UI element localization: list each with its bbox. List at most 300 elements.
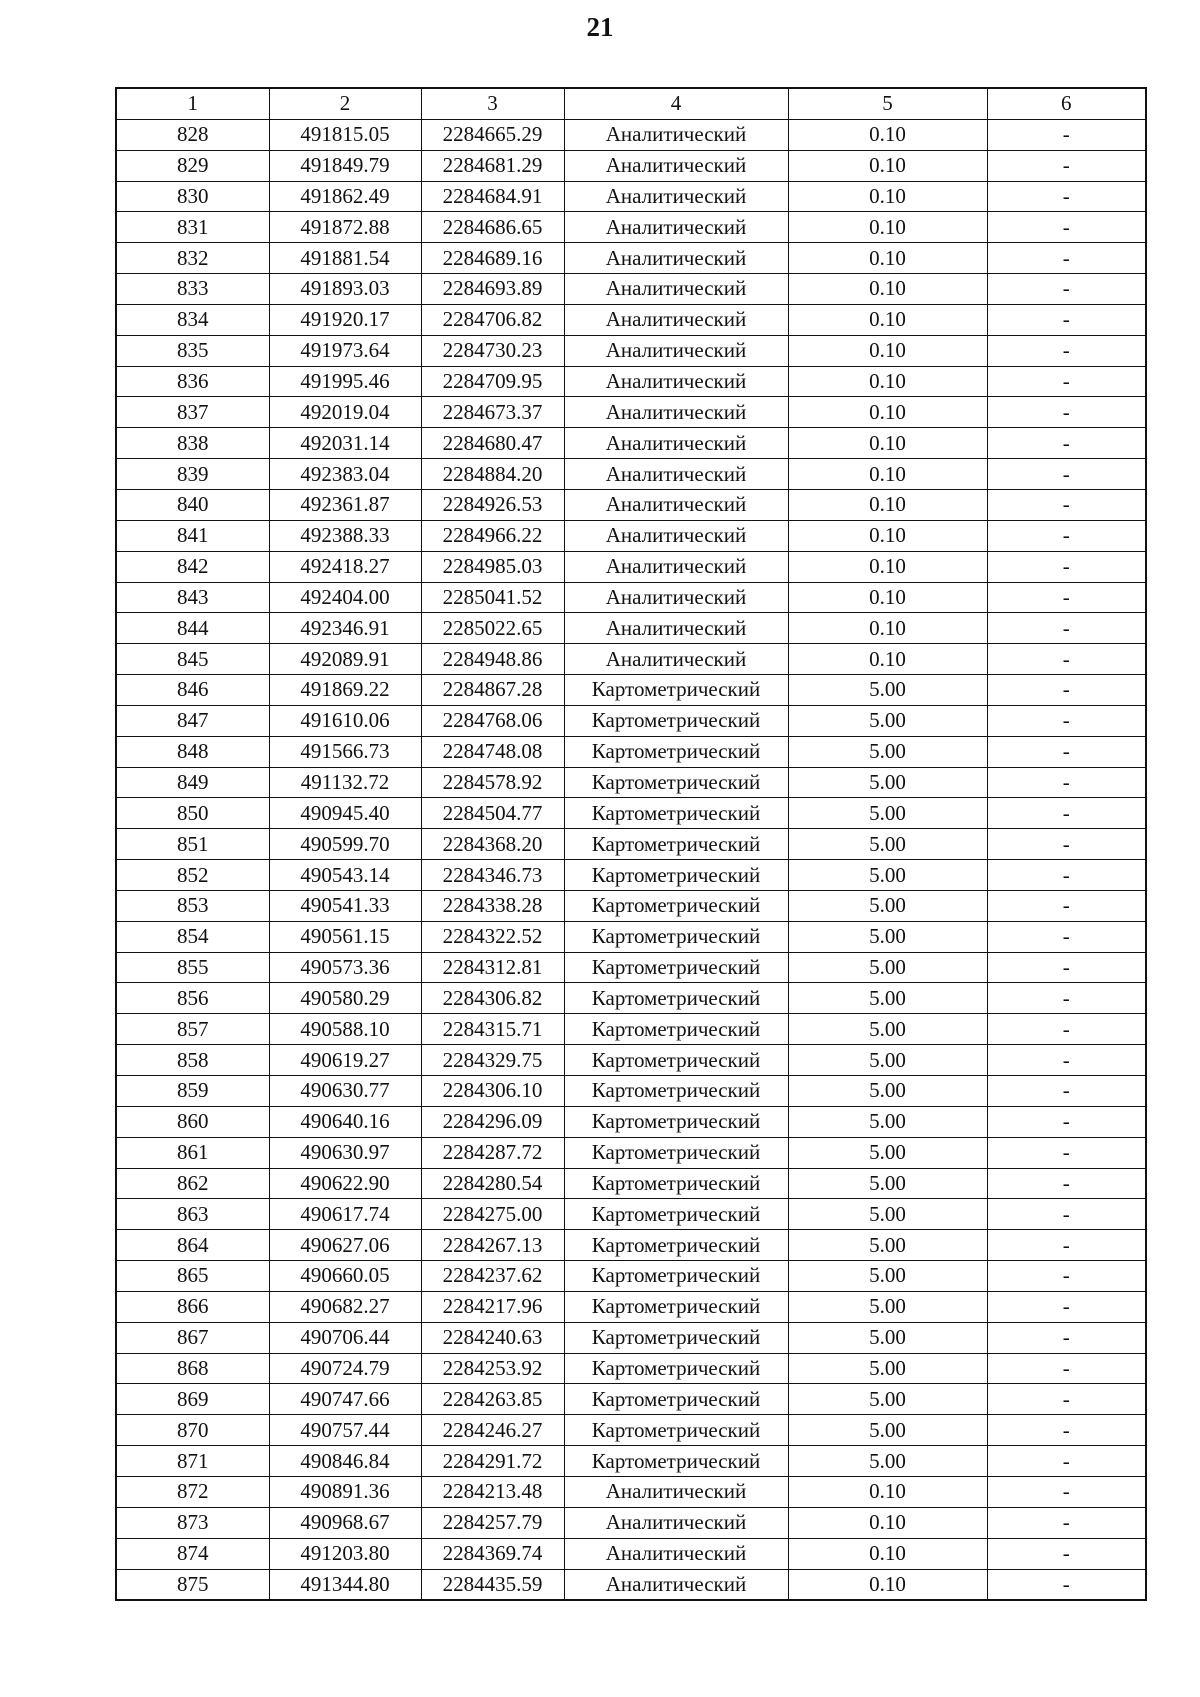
point-number-cell: 834 [116, 304, 269, 335]
x-coordinate-cell: 491872.88 [269, 212, 421, 243]
table-row [116, 150, 1146, 181]
accuracy-cell: 0.10 [788, 212, 987, 243]
x-coordinate-cell: 492404.00 [269, 582, 421, 613]
accuracy-cell: 0.10 [788, 613, 987, 644]
x-coordinate-cell: 490640.16 [269, 1106, 421, 1137]
method-cell: Аналитический [564, 551, 788, 582]
method-cell: Аналитический [564, 428, 788, 459]
y-coordinate-cell: 2284948.86 [421, 644, 564, 675]
accuracy-cell: 0.10 [788, 335, 987, 366]
x-coordinate-cell: 490543.14 [269, 860, 421, 891]
y-coordinate-cell: 2284306.82 [421, 983, 564, 1014]
x-coordinate-cell: 490627.06 [269, 1230, 421, 1261]
method-cell: Аналитический [564, 366, 788, 397]
accuracy-cell: 5.00 [788, 860, 987, 891]
table-row [116, 459, 1146, 490]
x-coordinate-cell: 490617.74 [269, 1199, 421, 1230]
point-number-cell: 864 [116, 1230, 269, 1261]
accuracy-cell: 0.10 [788, 304, 987, 335]
table-row [116, 119, 1146, 150]
x-coordinate-cell: 490622.90 [269, 1168, 421, 1199]
method-cell: Аналитический [564, 582, 788, 613]
table-row [116, 1415, 1146, 1446]
accuracy-cell: 5.00 [788, 1322, 987, 1353]
y-coordinate-cell: 2284867.28 [421, 675, 564, 706]
method-cell: Картометрический [564, 1322, 788, 1353]
description-cell: - [987, 952, 1146, 983]
y-coordinate-cell: 2285041.52 [421, 582, 564, 613]
method-cell: Картометрический [564, 1199, 788, 1230]
accuracy-cell: 5.00 [788, 1106, 987, 1137]
method-cell: Аналитический [564, 119, 788, 150]
y-coordinate-cell: 2284926.53 [421, 489, 564, 520]
method-cell: Картометрический [564, 1014, 788, 1045]
description-cell: - [987, 489, 1146, 520]
point-number-cell: 833 [116, 274, 269, 305]
table-row [116, 860, 1146, 891]
description-cell: - [987, 1322, 1146, 1353]
method-cell: Картометрический [564, 1137, 788, 1168]
method-cell: Картометрический [564, 705, 788, 736]
table-row [116, 1045, 1146, 1076]
table-row [116, 1076, 1146, 1107]
table-row [116, 1168, 1146, 1199]
x-coordinate-cell: 491344.80 [269, 1569, 421, 1600]
point-number-cell: 851 [116, 829, 269, 860]
x-coordinate-cell: 491203.80 [269, 1538, 421, 1569]
x-coordinate-cell: 491132.72 [269, 767, 421, 798]
table-row [116, 582, 1146, 613]
method-cell: Картометрический [564, 1415, 788, 1446]
accuracy-cell: 5.00 [788, 1076, 987, 1107]
point-number-cell: 841 [116, 520, 269, 551]
point-number-cell: 861 [116, 1137, 269, 1168]
y-coordinate-cell: 2284312.81 [421, 952, 564, 983]
y-coordinate-cell: 2284213.48 [421, 1476, 564, 1507]
y-coordinate-cell: 2284693.89 [421, 274, 564, 305]
point-number-cell: 828 [116, 119, 269, 150]
y-coordinate-cell: 2284287.72 [421, 1137, 564, 1168]
x-coordinate-cell: 491920.17 [269, 304, 421, 335]
y-coordinate-cell: 2284322.52 [421, 921, 564, 952]
method-cell: Аналитический [564, 459, 788, 490]
table-row [116, 1261, 1146, 1292]
description-cell: - [987, 1014, 1146, 1045]
y-coordinate-cell: 2284578.92 [421, 767, 564, 798]
method-cell: Картометрический [564, 1076, 788, 1107]
header-cell: 5 [788, 88, 987, 119]
method-cell: Картометрический [564, 983, 788, 1014]
accuracy-cell: 5.00 [788, 1415, 987, 1446]
method-cell: Аналитический [564, 335, 788, 366]
description-cell: - [987, 705, 1146, 736]
x-coordinate-cell: 490747.66 [269, 1384, 421, 1415]
y-coordinate-cell: 2284315.71 [421, 1014, 564, 1045]
y-coordinate-cell: 2284267.13 [421, 1230, 564, 1261]
point-number-cell: 832 [116, 243, 269, 274]
description-cell: - [987, 644, 1146, 675]
description-cell: - [987, 829, 1146, 860]
header-cell: 1 [116, 88, 269, 119]
x-coordinate-cell: 490630.77 [269, 1076, 421, 1107]
description-cell: - [987, 1137, 1146, 1168]
y-coordinate-cell: 2284275.00 [421, 1199, 564, 1230]
table-row [116, 1014, 1146, 1045]
header-cell: 3 [421, 88, 564, 119]
description-cell: - [987, 274, 1146, 305]
y-coordinate-cell: 2284237.62 [421, 1261, 564, 1292]
point-number-cell: 844 [116, 613, 269, 644]
accuracy-cell: 0.10 [788, 644, 987, 675]
description-cell: - [987, 1507, 1146, 1538]
y-coordinate-cell: 2284730.23 [421, 335, 564, 366]
accuracy-cell: 0.10 [788, 274, 987, 305]
method-cell: Картометрический [564, 860, 788, 891]
y-coordinate-cell: 2284884.20 [421, 459, 564, 490]
x-coordinate-cell: 492418.27 [269, 551, 421, 582]
method-cell: Картометрический [564, 798, 788, 829]
point-number-cell: 859 [116, 1076, 269, 1107]
point-number-cell: 830 [116, 181, 269, 212]
table-row [116, 428, 1146, 459]
table-row [116, 397, 1146, 428]
accuracy-cell: 5.00 [788, 829, 987, 860]
y-coordinate-cell: 2284435.59 [421, 1569, 564, 1600]
description-cell: - [987, 1384, 1146, 1415]
method-cell: Аналитический [564, 397, 788, 428]
page-number: 21 [586, 12, 614, 42]
y-coordinate-cell: 2284768.06 [421, 705, 564, 736]
table-row [116, 890, 1146, 921]
point-number-cell: 865 [116, 1261, 269, 1292]
x-coordinate-cell: 490580.29 [269, 983, 421, 1014]
table-row [116, 644, 1146, 675]
x-coordinate-cell: 490724.79 [269, 1353, 421, 1384]
description-cell: - [987, 1199, 1146, 1230]
accuracy-cell: 5.00 [788, 1137, 987, 1168]
y-coordinate-cell: 2284504.77 [421, 798, 564, 829]
y-coordinate-cell: 2284966.22 [421, 520, 564, 551]
point-number-cell: 836 [116, 366, 269, 397]
point-number-cell: 847 [116, 705, 269, 736]
table-row [116, 366, 1146, 397]
description-cell: - [987, 736, 1146, 767]
x-coordinate-cell: 492019.04 [269, 397, 421, 428]
method-cell: Аналитический [564, 212, 788, 243]
y-coordinate-cell: 2284217.96 [421, 1291, 564, 1322]
x-coordinate-cell: 490706.44 [269, 1322, 421, 1353]
point-number-cell: 868 [116, 1353, 269, 1384]
y-coordinate-cell: 2284338.28 [421, 890, 564, 921]
description-cell: - [987, 860, 1146, 891]
y-coordinate-cell: 2284681.29 [421, 150, 564, 181]
method-cell: Аналитический [564, 1569, 788, 1600]
y-coordinate-cell: 2284665.29 [421, 119, 564, 150]
table-row [116, 983, 1146, 1014]
description-cell: - [987, 798, 1146, 829]
accuracy-cell: 0.10 [788, 150, 987, 181]
description-cell: - [987, 767, 1146, 798]
accuracy-cell: 5.00 [788, 1199, 987, 1230]
description-cell: - [987, 613, 1146, 644]
point-number-cell: 871 [116, 1446, 269, 1477]
method-cell: Аналитический [564, 181, 788, 212]
x-coordinate-cell: 491869.22 [269, 675, 421, 706]
table-row [116, 1199, 1146, 1230]
y-coordinate-cell: 2284296.09 [421, 1106, 564, 1137]
point-number-cell: 869 [116, 1384, 269, 1415]
description-cell: - [987, 397, 1146, 428]
x-coordinate-cell: 490846.84 [269, 1446, 421, 1477]
y-coordinate-cell: 2284686.65 [421, 212, 564, 243]
accuracy-cell: 0.10 [788, 181, 987, 212]
point-number-cell: 840 [116, 489, 269, 520]
table-row [116, 243, 1146, 274]
description-cell: - [987, 1291, 1146, 1322]
method-cell: Картометрический [564, 1230, 788, 1261]
accuracy-cell: 5.00 [788, 890, 987, 921]
x-coordinate-cell: 490682.27 [269, 1291, 421, 1322]
method-cell: Аналитический [564, 1507, 788, 1538]
point-number-cell: 870 [116, 1415, 269, 1446]
table-row [116, 1384, 1146, 1415]
point-number-cell: 831 [116, 212, 269, 243]
method-cell: Картометрический [564, 829, 788, 860]
description-cell: - [987, 1415, 1146, 1446]
method-cell: Картометрический [564, 1106, 788, 1137]
point-number-cell: 850 [116, 798, 269, 829]
point-number-cell: 848 [116, 736, 269, 767]
method-cell: Картометрический [564, 1384, 788, 1415]
table-row [116, 1446, 1146, 1477]
description-cell: - [987, 1353, 1146, 1384]
description-cell: - [987, 304, 1146, 335]
table-row [116, 675, 1146, 706]
x-coordinate-cell: 490599.70 [269, 829, 421, 860]
accuracy-cell: 0.10 [788, 551, 987, 582]
y-coordinate-cell: 2284709.95 [421, 366, 564, 397]
point-number-cell: 854 [116, 921, 269, 952]
accuracy-cell: 5.00 [788, 1230, 987, 1261]
point-number-cell: 835 [116, 335, 269, 366]
x-coordinate-cell: 490630.97 [269, 1137, 421, 1168]
accuracy-cell: 0.10 [788, 243, 987, 274]
method-cell: Аналитический [564, 150, 788, 181]
method-cell: Аналитический [564, 489, 788, 520]
point-number-cell: 874 [116, 1538, 269, 1569]
point-number-cell: 849 [116, 767, 269, 798]
y-coordinate-cell: 2284346.73 [421, 860, 564, 891]
coordinates-table [115, 87, 1147, 1601]
y-coordinate-cell: 2284291.72 [421, 1446, 564, 1477]
x-coordinate-cell: 492089.91 [269, 644, 421, 675]
table-row [116, 304, 1146, 335]
point-number-cell: 856 [116, 983, 269, 1014]
table-row [116, 1353, 1146, 1384]
accuracy-cell: 5.00 [788, 1446, 987, 1477]
description-cell: - [987, 1076, 1146, 1107]
y-coordinate-cell: 2284369.74 [421, 1538, 564, 1569]
description-cell: - [987, 1446, 1146, 1477]
table-row [116, 921, 1146, 952]
table-row [116, 335, 1146, 366]
method-cell: Аналитический [564, 243, 788, 274]
x-coordinate-cell: 491973.64 [269, 335, 421, 366]
table-header-row [116, 88, 1146, 119]
y-coordinate-cell: 2284680.47 [421, 428, 564, 459]
accuracy-cell: 5.00 [788, 1045, 987, 1076]
accuracy-cell: 5.00 [788, 798, 987, 829]
x-coordinate-cell: 490968.67 [269, 1507, 421, 1538]
accuracy-cell: 0.10 [788, 459, 987, 490]
method-cell: Аналитический [564, 1538, 788, 1569]
description-cell: - [987, 1230, 1146, 1261]
accuracy-cell: 0.10 [788, 428, 987, 459]
x-coordinate-cell: 490573.36 [269, 952, 421, 983]
point-number-cell: 843 [116, 582, 269, 613]
method-cell: Картометрический [564, 921, 788, 952]
accuracy-cell: 0.10 [788, 1507, 987, 1538]
point-number-cell: 852 [116, 860, 269, 891]
x-coordinate-cell: 491610.06 [269, 705, 421, 736]
y-coordinate-cell: 2284306.10 [421, 1076, 564, 1107]
y-coordinate-cell: 2284985.03 [421, 551, 564, 582]
x-coordinate-cell: 490561.15 [269, 921, 421, 952]
y-coordinate-cell: 2284280.54 [421, 1168, 564, 1199]
y-coordinate-cell: 2284253.92 [421, 1353, 564, 1384]
x-coordinate-cell: 490945.40 [269, 798, 421, 829]
point-number-cell: 845 [116, 644, 269, 675]
accuracy-cell: 5.00 [788, 1353, 987, 1384]
description-cell: - [987, 459, 1146, 490]
table-row [116, 181, 1146, 212]
x-coordinate-cell: 492346.91 [269, 613, 421, 644]
table-row [116, 705, 1146, 736]
description-cell: - [987, 335, 1146, 366]
method-cell: Картометрический [564, 675, 788, 706]
y-coordinate-cell: 2284368.20 [421, 829, 564, 860]
accuracy-cell: 5.00 [788, 1384, 987, 1415]
description-cell: - [987, 983, 1146, 1014]
accuracy-cell: 0.10 [788, 1538, 987, 1569]
point-number-cell: 842 [116, 551, 269, 582]
y-coordinate-cell: 2284673.37 [421, 397, 564, 428]
x-coordinate-cell: 490541.33 [269, 890, 421, 921]
y-coordinate-cell: 2284689.16 [421, 243, 564, 274]
description-cell: - [987, 1106, 1146, 1137]
accuracy-cell: 0.10 [788, 1476, 987, 1507]
y-coordinate-cell: 2284706.82 [421, 304, 564, 335]
y-coordinate-cell: 2284257.79 [421, 1507, 564, 1538]
point-number-cell: 837 [116, 397, 269, 428]
x-coordinate-cell: 492031.14 [269, 428, 421, 459]
description-cell: - [987, 1476, 1146, 1507]
description-cell: - [987, 150, 1146, 181]
table-row [116, 1322, 1146, 1353]
y-coordinate-cell: 2284246.27 [421, 1415, 564, 1446]
method-cell: Аналитический [564, 613, 788, 644]
table-row [116, 551, 1146, 582]
accuracy-cell: 5.00 [788, 767, 987, 798]
x-coordinate-cell: 491862.49 [269, 181, 421, 212]
x-coordinate-cell: 491893.03 [269, 274, 421, 305]
point-number-cell: 846 [116, 675, 269, 706]
y-coordinate-cell: 2284684.91 [421, 181, 564, 212]
table-row [116, 1137, 1146, 1168]
point-number-cell: 853 [116, 890, 269, 921]
description-cell: - [987, 212, 1146, 243]
table-row [116, 1230, 1146, 1261]
table-row [116, 1507, 1146, 1538]
point-number-cell: 867 [116, 1322, 269, 1353]
table-row [116, 1476, 1146, 1507]
accuracy-cell: 0.10 [788, 366, 987, 397]
table-body [116, 119, 1146, 1600]
point-number-cell: 863 [116, 1199, 269, 1230]
method-cell: Аналитический [564, 274, 788, 305]
table-row [116, 736, 1146, 767]
description-cell: - [987, 119, 1146, 150]
table-row [116, 274, 1146, 305]
description-cell: - [987, 1261, 1146, 1292]
description-cell: - [987, 675, 1146, 706]
method-cell: Картометрический [564, 736, 788, 767]
method-cell: Аналитический [564, 1476, 788, 1507]
x-coordinate-cell: 490588.10 [269, 1014, 421, 1045]
accuracy-cell: 0.10 [788, 1569, 987, 1600]
table-row [116, 1291, 1146, 1322]
accuracy-cell: 5.00 [788, 983, 987, 1014]
description-cell: - [987, 1045, 1146, 1076]
point-number-cell: 862 [116, 1168, 269, 1199]
table-row [116, 1106, 1146, 1137]
table-row [116, 767, 1146, 798]
method-cell: Картометрический [564, 952, 788, 983]
method-cell: Картометрический [564, 890, 788, 921]
point-number-cell: 866 [116, 1291, 269, 1322]
description-cell: - [987, 520, 1146, 551]
point-number-cell: 839 [116, 459, 269, 490]
x-coordinate-cell: 492361.87 [269, 489, 421, 520]
point-number-cell: 875 [116, 1569, 269, 1600]
header-cell: 2 [269, 88, 421, 119]
table-row [116, 798, 1146, 829]
header-cell: 6 [987, 88, 1146, 119]
table-row [116, 613, 1146, 644]
accuracy-cell: 5.00 [788, 1291, 987, 1322]
table-row [116, 520, 1146, 551]
description-cell: - [987, 1168, 1146, 1199]
point-number-cell: 838 [116, 428, 269, 459]
description-cell: - [987, 582, 1146, 613]
accuracy-cell: 5.00 [788, 1014, 987, 1045]
accuracy-cell: 0.10 [788, 582, 987, 613]
accuracy-cell: 0.10 [788, 397, 987, 428]
header-cell: 4 [564, 88, 788, 119]
x-coordinate-cell: 491566.73 [269, 736, 421, 767]
y-coordinate-cell: 2285022.65 [421, 613, 564, 644]
table-row [116, 212, 1146, 243]
x-coordinate-cell: 491995.46 [269, 366, 421, 397]
y-coordinate-cell: 2284263.85 [421, 1384, 564, 1415]
point-number-cell: 872 [116, 1476, 269, 1507]
x-coordinate-cell: 492388.33 [269, 520, 421, 551]
x-coordinate-cell: 492383.04 [269, 459, 421, 490]
x-coordinate-cell: 491815.05 [269, 119, 421, 150]
y-coordinate-cell: 2284748.08 [421, 736, 564, 767]
accuracy-cell: 5.00 [788, 675, 987, 706]
table-row [116, 489, 1146, 520]
